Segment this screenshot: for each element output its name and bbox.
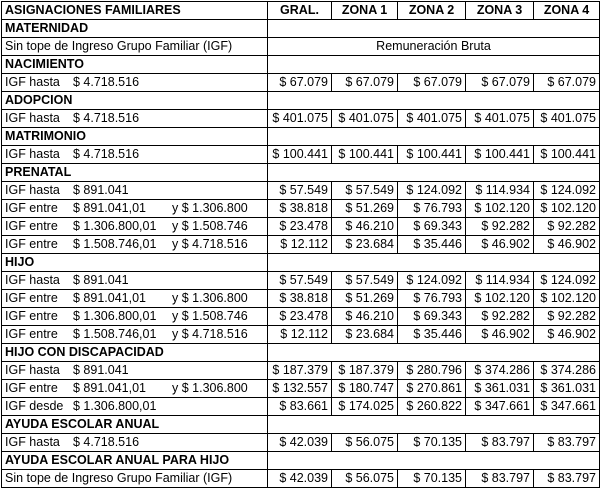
section-title: HIJO xyxy=(2,254,268,272)
value-cell: $ 401.075 xyxy=(398,110,466,128)
row-description xyxy=(2,470,268,488)
value-cell: $ 76.793 xyxy=(398,290,466,308)
value-cell: $ 56.075 xyxy=(332,434,398,452)
row-amount-to: y $ 1.508.746 xyxy=(172,309,248,323)
merged-value-cell: Remuneración Bruta xyxy=(268,38,600,56)
row-amount-from: $ 891.041 xyxy=(73,363,129,377)
row-amount-from: $ 1.508.746,01 xyxy=(73,237,157,251)
value-cell: $ 374.286 xyxy=(466,362,534,380)
section-header-row xyxy=(2,56,600,74)
value-cell: $ 270.861 xyxy=(398,380,466,398)
section-header-fill xyxy=(268,20,600,38)
section-header-row xyxy=(2,128,600,146)
table-row xyxy=(2,434,600,452)
row-amount-from: $ 1.508.746,01 xyxy=(73,327,157,341)
value-cell: $ 280.796 xyxy=(398,362,466,380)
value-cell: $ 12.112 xyxy=(268,326,332,344)
table-body xyxy=(2,20,600,488)
value-cell: $ 187.379 xyxy=(332,362,398,380)
value-cell: $ 67.079 xyxy=(398,74,466,92)
section-title: MATRIMONIO xyxy=(2,128,268,146)
value-cell: $ 401.075 xyxy=(268,110,332,128)
value-cell: $ 67.079 xyxy=(268,74,332,92)
section-header-row xyxy=(2,254,600,272)
row-condition: IGF hasta xyxy=(5,435,60,449)
row-condition: IGF hasta xyxy=(5,111,60,125)
table-row xyxy=(2,200,600,218)
value-cell: $ 132.557 xyxy=(268,380,332,398)
header-row xyxy=(2,2,600,20)
row-amount-from: $ 1.306.800,01 xyxy=(73,219,157,233)
value-cell: $ 69.343 xyxy=(398,308,466,326)
value-cell: $ 401.075 xyxy=(332,110,398,128)
value-cell: $ 374.286 xyxy=(534,362,600,380)
section-header-row xyxy=(2,164,600,182)
col-header-zona-3: ZONA 3 xyxy=(466,2,534,20)
value-cell: $ 83.797 xyxy=(466,434,534,452)
value-cell: $ 46.902 xyxy=(534,236,600,254)
value-cell: $ 83.797 xyxy=(534,434,600,452)
row-description xyxy=(2,38,268,56)
value-cell: $ 56.075 xyxy=(332,470,398,488)
value-cell: $ 92.282 xyxy=(466,218,534,236)
row-description xyxy=(2,290,268,308)
row-amount-from: $ 891.041 xyxy=(73,183,129,197)
value-cell: $ 23.684 xyxy=(332,236,398,254)
section-header-row xyxy=(2,452,600,470)
value-cell: $ 100.441 xyxy=(534,146,600,164)
section-title: PRENATAL xyxy=(2,164,268,182)
value-cell: $ 100.441 xyxy=(268,146,332,164)
table-row xyxy=(2,272,600,290)
value-cell: $ 92.282 xyxy=(534,218,600,236)
row-description xyxy=(2,74,268,92)
table-row xyxy=(2,38,600,56)
row-amount-from: $ 4.718.516 xyxy=(73,75,140,89)
section-title: AYUDA ESCOLAR ANUAL PARA HIJO xyxy=(2,452,268,470)
row-description xyxy=(2,380,268,398)
value-cell: $ 57.549 xyxy=(268,272,332,290)
row-amount-from: $ 891.041,01 xyxy=(73,381,146,395)
value-cell: $ 114.934 xyxy=(466,272,534,290)
section-header-fill xyxy=(268,128,600,146)
value-cell: $ 260.822 xyxy=(398,398,466,416)
row-condition: IGF hasta xyxy=(5,147,60,161)
value-cell: $ 46.902 xyxy=(534,326,600,344)
section-header-row xyxy=(2,416,600,434)
value-cell: $ 46.902 xyxy=(466,236,534,254)
table-row xyxy=(2,74,600,92)
value-cell: $ 46.902 xyxy=(466,326,534,344)
row-description xyxy=(2,200,268,218)
row-amount-to: y $ 1.306.800 xyxy=(172,291,248,305)
value-cell: $ 100.441 xyxy=(398,146,466,164)
section-header-fill xyxy=(268,254,600,272)
section-title: MATERNIDAD xyxy=(2,20,268,38)
table-row xyxy=(2,398,600,416)
value-cell: $ 67.079 xyxy=(534,74,600,92)
table-row xyxy=(2,308,600,326)
value-cell: $ 100.441 xyxy=(332,146,398,164)
section-header-fill xyxy=(268,92,600,110)
row-amount-from: $ 4.718.516 xyxy=(73,435,140,449)
value-cell: $ 12.112 xyxy=(268,236,332,254)
table-row xyxy=(2,110,600,128)
row-description xyxy=(2,146,268,164)
section-title: NACIMIENTO xyxy=(2,56,268,74)
value-cell: $ 83.797 xyxy=(534,470,600,488)
col-header-zona-1: ZONA 1 xyxy=(332,2,398,20)
value-cell: $ 38.818 xyxy=(268,290,332,308)
row-amount-to: y $ 1.306.800 xyxy=(172,201,248,215)
row-description xyxy=(2,182,268,200)
value-cell: $ 46.210 xyxy=(332,218,398,236)
table-row xyxy=(2,218,600,236)
value-cell: $ 23.478 xyxy=(268,308,332,326)
row-condition: IGF entre xyxy=(5,237,58,251)
section-header-row xyxy=(2,20,600,38)
section-title: ADOPCION xyxy=(2,92,268,110)
value-cell: $ 69.343 xyxy=(398,218,466,236)
value-cell: $ 102.120 xyxy=(534,290,600,308)
value-cell: $ 42.039 xyxy=(268,470,332,488)
value-cell: $ 100.441 xyxy=(466,146,534,164)
section-header-fill xyxy=(268,164,600,182)
row-amount-to: y $ 1.306.800 xyxy=(172,381,248,395)
value-cell: $ 347.661 xyxy=(466,398,534,416)
value-cell: $ 23.684 xyxy=(332,326,398,344)
asignaciones-table xyxy=(1,1,600,488)
value-cell: $ 102.120 xyxy=(534,200,600,218)
row-description xyxy=(2,326,268,344)
row-condition: IGF hasta xyxy=(5,363,60,377)
row-description xyxy=(2,398,268,416)
value-cell: $ 57.549 xyxy=(332,272,398,290)
section-header-fill xyxy=(268,56,600,74)
section-header-row xyxy=(2,344,600,362)
row-description xyxy=(2,218,268,236)
row-amount-from: $ 1.306.800,01 xyxy=(73,309,157,323)
row-description xyxy=(2,272,268,290)
row-condition: IGF entre xyxy=(5,201,58,215)
value-cell: $ 83.661 xyxy=(268,398,332,416)
table-row xyxy=(2,362,600,380)
value-cell: $ 70.135 xyxy=(398,434,466,452)
value-cell: $ 46.210 xyxy=(332,308,398,326)
section-header-fill xyxy=(268,416,600,434)
value-cell: $ 92.282 xyxy=(466,308,534,326)
row-amount-from: $ 4.718.516 xyxy=(73,111,140,125)
value-cell: $ 42.039 xyxy=(268,434,332,452)
row-amount-to: y $ 4.718.516 xyxy=(172,237,248,251)
section-title: AYUDA ESCOLAR ANUAL xyxy=(2,416,268,434)
table-row xyxy=(2,470,600,488)
value-cell: $ 70.135 xyxy=(398,470,466,488)
value-cell: $ 361.031 xyxy=(534,380,600,398)
value-cell: $ 57.549 xyxy=(332,182,398,200)
table-row xyxy=(2,236,600,254)
value-cell: $ 401.075 xyxy=(534,110,600,128)
section-header-fill xyxy=(268,452,600,470)
row-description xyxy=(2,110,268,128)
row-amount-from: $ 4.718.516 xyxy=(73,147,140,161)
row-condition: IGF desde xyxy=(5,399,64,413)
row-condition: IGF entre xyxy=(5,219,58,233)
row-description xyxy=(2,362,268,380)
row-condition: IGF hasta xyxy=(5,75,60,89)
value-cell: $ 401.075 xyxy=(466,110,534,128)
value-cell: $ 102.120 xyxy=(466,290,534,308)
table-row xyxy=(2,380,600,398)
value-cell: $ 124.092 xyxy=(534,272,600,290)
row-amount-from: $ 891.041 xyxy=(73,273,129,287)
table-row xyxy=(2,146,600,164)
row-condition: IGF entre xyxy=(5,327,58,341)
value-cell: $ 83.797 xyxy=(466,470,534,488)
row-description xyxy=(2,308,268,326)
row-amount-to: y $ 4.718.516 xyxy=(172,327,248,341)
value-cell: $ 180.747 xyxy=(332,380,398,398)
value-cell: $ 187.379 xyxy=(268,362,332,380)
row-condition: IGF hasta xyxy=(5,273,60,287)
table-title: ASIGNACIONES FAMILIARES xyxy=(2,2,268,20)
row-amount-from: $ 891.041,01 xyxy=(73,291,146,305)
table-row xyxy=(2,182,600,200)
value-cell: $ 92.282 xyxy=(534,308,600,326)
row-amount-to: y $ 1.508.746 xyxy=(172,219,248,233)
row-condition: IGF entre xyxy=(5,381,58,395)
col-header-zona-4: ZONA 4 xyxy=(534,2,600,20)
value-cell: $ 35.446 xyxy=(398,236,466,254)
col-header-zona-2: ZONA 2 xyxy=(398,2,466,20)
value-cell: $ 51.269 xyxy=(332,290,398,308)
table-row xyxy=(2,326,600,344)
value-cell: $ 361.031 xyxy=(466,380,534,398)
value-cell: $ 124.092 xyxy=(398,182,466,200)
row-amount-from: $ 1.306.800,01 xyxy=(73,399,157,413)
value-cell: $ 124.092 xyxy=(398,272,466,290)
value-cell: $ 67.079 xyxy=(466,74,534,92)
row-condition: IGF entre xyxy=(5,291,58,305)
value-cell: $ 347.661 xyxy=(534,398,600,416)
value-cell: $ 102.120 xyxy=(466,200,534,218)
row-amount-from: $ 891.041,01 xyxy=(73,201,146,215)
row-condition: IGF entre xyxy=(5,309,58,323)
value-cell: $ 57.549 xyxy=(268,182,332,200)
value-cell: $ 174.025 xyxy=(332,398,398,416)
value-cell: $ 51.269 xyxy=(332,200,398,218)
value-cell: $ 35.446 xyxy=(398,326,466,344)
table-row xyxy=(2,290,600,308)
row-description xyxy=(2,434,268,452)
section-title: HIJO CON DISCAPACIDAD xyxy=(2,344,268,362)
section-header-fill xyxy=(268,344,600,362)
value-cell: $ 114.934 xyxy=(466,182,534,200)
section-header-row xyxy=(2,92,600,110)
value-cell: $ 67.079 xyxy=(332,74,398,92)
row-label: Sin tope de Ingreso Grupo Familiar (IGF) xyxy=(5,39,233,53)
col-header-gral: GRAL. xyxy=(268,2,332,20)
value-cell: $ 38.818 xyxy=(268,200,332,218)
value-cell: $ 23.478 xyxy=(268,218,332,236)
row-label: Sin tope de Ingreso Grupo Familiar (IGF) xyxy=(5,471,233,485)
value-cell: $ 124.092 xyxy=(534,182,600,200)
row-condition: IGF hasta xyxy=(5,183,60,197)
value-cell: $ 76.793 xyxy=(398,200,466,218)
row-description xyxy=(2,236,268,254)
